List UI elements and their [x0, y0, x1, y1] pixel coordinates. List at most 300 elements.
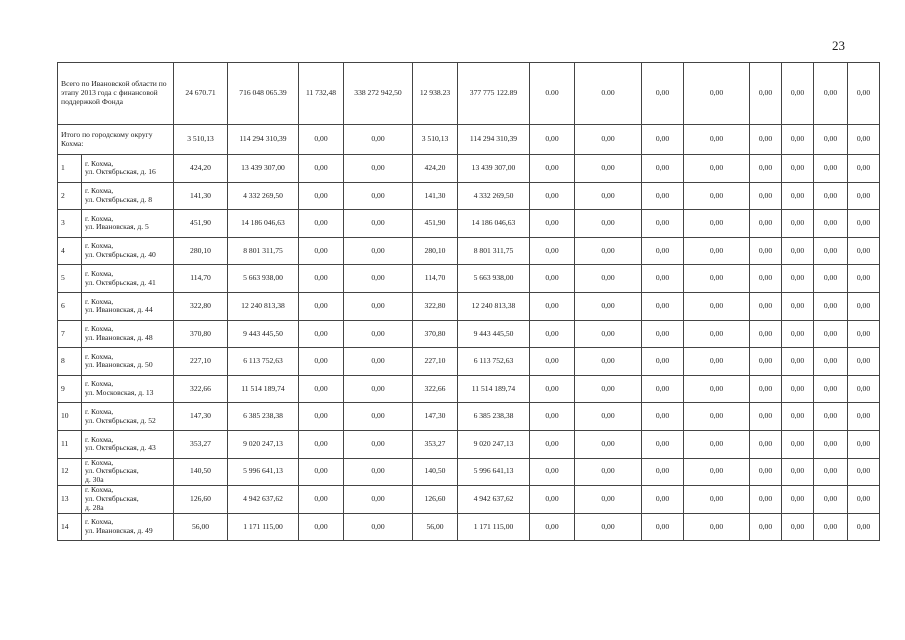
value-cell: 5 996 641,13 [458, 458, 530, 486]
page-number: 23 [832, 38, 845, 53]
value-cell: 0,00 [684, 182, 750, 210]
address-line: г. Кохма, [85, 324, 114, 334]
value-cell: 322,66 [413, 375, 458, 403]
value-cell: 0,00 [750, 513, 782, 541]
value-cell: 0,00 [344, 375, 413, 403]
address-cell [82, 265, 174, 293]
address-line: г. Кохма, [85, 434, 114, 444]
address-line: ул. Октябрьская, [85, 466, 139, 476]
value-cell: 0,00 [642, 320, 684, 348]
table-row [58, 430, 880, 458]
value-cell: 6 385 238,38 [458, 403, 530, 431]
summary-value: 0,00 [642, 63, 684, 125]
address-cell [82, 430, 174, 458]
value-cell: 0,00 [575, 237, 642, 265]
value-cell: 5 663 938,00 [458, 265, 530, 293]
summary-value: 0,00 [782, 63, 814, 125]
value-cell: 227,10 [174, 348, 228, 376]
value-cell: 0,00 [344, 155, 413, 183]
address-line: г. Кохма, [85, 458, 114, 467]
value-cell: 0,00 [642, 292, 684, 320]
value-cell: 0,00 [814, 486, 848, 514]
value-cell: 8 801 311,75 [458, 237, 530, 265]
value-cell: 0,00 [642, 403, 684, 431]
value-cell: 0,00 [848, 348, 880, 376]
value-cell: 0,00 [848, 320, 880, 348]
value-cell: 56,00 [413, 513, 458, 541]
value-cell: 227,10 [413, 348, 458, 376]
value-cell: 147,30 [174, 403, 228, 431]
value-cell: 0,00 [750, 182, 782, 210]
address-cell [82, 292, 174, 320]
value-cell: 0,00 [684, 155, 750, 183]
value-cell: 0,00 [750, 403, 782, 431]
value-cell: 0,00 [782, 237, 814, 265]
table-row [58, 320, 880, 348]
value-cell: 0,00 [530, 348, 575, 376]
address-line: ул. Ивановская, д. 44 [85, 305, 153, 315]
value-cell: 14 186 046,63 [458, 210, 530, 238]
row-number: 11 [58, 430, 82, 458]
table-row [58, 348, 880, 376]
value-cell: 0,00 [530, 403, 575, 431]
value-cell: 0,00 [642, 237, 684, 265]
value-cell: 0,00 [530, 513, 575, 541]
value-cell: 0,00 [530, 292, 575, 320]
value-cell: 0,00 [814, 403, 848, 431]
value-cell: 0,00 [530, 430, 575, 458]
value-cell: 0,00 [684, 513, 750, 541]
value-cell: 322,80 [174, 292, 228, 320]
value-cell: 0,00 [575, 348, 642, 376]
address-cell [82, 320, 174, 348]
value-cell: 0,00 [299, 458, 344, 486]
housing-program-table [57, 62, 880, 541]
address-line: д. 28а [85, 502, 104, 512]
value-cell: 56,00 [174, 513, 228, 541]
value-cell: 0,00 [299, 403, 344, 431]
value-cell: 280,10 [174, 237, 228, 265]
value-cell: 0,00 [642, 458, 684, 486]
table-row [58, 265, 880, 293]
value-cell: 0,00 [848, 403, 880, 431]
value-cell: 0,00 [848, 292, 880, 320]
value-cell: 0,00 [642, 348, 684, 376]
address-line: ул. Ивановская, д. 49 [85, 526, 153, 536]
value-cell: 140,50 [413, 458, 458, 486]
row-number: 9 [58, 375, 82, 403]
value-cell: 0,00 [575, 210, 642, 238]
value-cell: 4 942 637,62 [228, 486, 299, 514]
table-row [58, 237, 880, 265]
value-cell: 0,00 [814, 237, 848, 265]
value-cell: 0,00 [299, 265, 344, 293]
value-cell: 0,00 [750, 320, 782, 348]
value-cell: 0,00 [575, 155, 642, 183]
value-cell: 0,00 [684, 486, 750, 514]
value-cell: 0,00 [782, 513, 814, 541]
address-line: г. Кохма, [85, 158, 114, 168]
address-line: г. Кохма, [85, 517, 114, 527]
value-cell: 0,00 [575, 403, 642, 431]
value-cell: 14 186 046,63 [228, 210, 299, 238]
value-cell: 0,00 [684, 237, 750, 265]
value-cell: 424,20 [413, 155, 458, 183]
value-cell: 0,00 [782, 155, 814, 183]
address-cell [82, 375, 174, 403]
table-row [58, 182, 880, 210]
value-cell: 0,00 [848, 210, 880, 238]
value-cell: 0,00 [344, 486, 413, 514]
value-cell: 141,30 [174, 182, 228, 210]
value-cell: 0,00 [848, 513, 880, 541]
address-line: г. Кохма, [85, 406, 114, 416]
value-cell: 0,00 [642, 155, 684, 183]
value-cell: 0,00 [848, 458, 880, 486]
value-cell: 0,00 [642, 375, 684, 403]
value-cell: 0,00 [299, 513, 344, 541]
value-cell: 0,00 [575, 513, 642, 541]
summary-label: Всего по Ивановской области по этапу 2013 года с финансовой поддержкой Фонда [58, 63, 174, 125]
value-cell: 0,00 [684, 403, 750, 431]
summary-value: 3 510,13 [413, 125, 458, 155]
value-cell: 147,30 [413, 403, 458, 431]
value-cell: 0,00 [299, 182, 344, 210]
value-cell: 0,00 [530, 458, 575, 486]
address-cell [82, 182, 174, 210]
value-cell: 0,00 [299, 348, 344, 376]
value-cell: 0,00 [750, 375, 782, 403]
value-cell: 11 514 189,74 [458, 375, 530, 403]
summary-value: 0.00 [575, 63, 642, 125]
value-cell: 12 240 813,38 [458, 292, 530, 320]
address-line: ул. Ивановская, д. 48 [85, 332, 153, 342]
summary-value: 12 938.23 [413, 63, 458, 125]
value-cell: 0,00 [575, 320, 642, 348]
value-cell: 280,10 [413, 237, 458, 265]
summary-value: 0,00 [848, 125, 880, 155]
value-cell: 4 332 269,50 [228, 182, 299, 210]
value-cell: 370,80 [174, 320, 228, 348]
address-line: ул. Ивановская, д. 5 [85, 222, 149, 232]
value-cell: 0,00 [530, 237, 575, 265]
summary-value: 377 775 122.89 [458, 63, 530, 125]
address-line: ул. Октябрьская, д. 8 [85, 194, 153, 204]
value-cell: 0,00 [344, 210, 413, 238]
value-cell: 0,00 [642, 430, 684, 458]
summary-label: Итого по городскому округу Кохма: [58, 125, 174, 155]
summary-value: 0,00 [814, 125, 848, 155]
row-number: 1 [58, 155, 82, 183]
value-cell: 0,00 [642, 265, 684, 293]
address-cell [82, 458, 174, 486]
summary-value: 0,00 [575, 125, 642, 155]
value-cell: 0,00 [344, 430, 413, 458]
row-number: 7 [58, 320, 82, 348]
address-cell [82, 513, 174, 541]
address-line: ул. Октябрьская, д. 52 [85, 415, 156, 425]
row-number: 14 [58, 513, 82, 541]
address-line: г. Кохма, [85, 186, 114, 196]
address-cell [82, 348, 174, 376]
value-cell: 0,00 [344, 348, 413, 376]
value-cell: 114,70 [174, 265, 228, 293]
value-cell: 0,00 [782, 348, 814, 376]
value-cell: 0,00 [782, 265, 814, 293]
summary-value: 3 510,13 [174, 125, 228, 155]
value-cell: 0,00 [684, 430, 750, 458]
summary-value: 0,00 [344, 125, 413, 155]
summary-value: 0,00 [299, 125, 344, 155]
value-cell: 0,00 [848, 375, 880, 403]
value-cell: 0,00 [344, 403, 413, 431]
value-cell: 4 332 269,50 [458, 182, 530, 210]
value-cell: 5 996 641,13 [228, 458, 299, 486]
value-cell: 370,80 [413, 320, 458, 348]
value-cell: 13 439 307,00 [458, 155, 530, 183]
address-line: ул. Ивановская, д. 50 [85, 360, 153, 370]
address-line: ул. Октябрьская, д. 16 [85, 167, 156, 177]
value-cell: 0,00 [684, 348, 750, 376]
value-cell: 9 443 445,50 [458, 320, 530, 348]
summary-value: 338 272 942,50 [344, 63, 413, 125]
value-cell: 0,00 [299, 320, 344, 348]
value-cell: 0,00 [684, 320, 750, 348]
row-number: 13 [58, 486, 82, 514]
address-line: г. Кохма, [85, 268, 114, 278]
value-cell: 0,00 [814, 320, 848, 348]
value-cell: 12 240 813,38 [228, 292, 299, 320]
address-cell [82, 210, 174, 238]
value-cell: 0,00 [642, 210, 684, 238]
value-cell: 13 439 307,00 [228, 155, 299, 183]
summary-row [58, 125, 880, 155]
row-number: 6 [58, 292, 82, 320]
address-line: г. Кохма, [85, 485, 114, 495]
value-cell: 0,00 [575, 458, 642, 486]
row-number: 4 [58, 237, 82, 265]
value-cell: 11 514 189,74 [228, 375, 299, 403]
value-cell: 141,30 [413, 182, 458, 210]
value-cell: 353,27 [174, 430, 228, 458]
value-cell: 0,00 [782, 210, 814, 238]
table-row [58, 486, 880, 514]
value-cell: 0,00 [684, 375, 750, 403]
value-cell: 0,00 [814, 513, 848, 541]
row-number: 2 [58, 182, 82, 210]
value-cell: 140,50 [174, 458, 228, 486]
address-line: д. 30а [85, 475, 104, 485]
value-cell: 322,80 [413, 292, 458, 320]
table-row [58, 292, 880, 320]
value-cell: 0,00 [642, 182, 684, 210]
value-cell: 0,00 [575, 292, 642, 320]
value-cell: 0,00 [684, 210, 750, 238]
value-cell: 0,00 [814, 155, 848, 183]
summary-value: 24 670.71 [174, 63, 228, 125]
address-line: г. Кохма, [85, 296, 114, 306]
value-cell: 451,90 [413, 210, 458, 238]
value-cell: 0,00 [684, 458, 750, 486]
row-number: 3 [58, 210, 82, 238]
table-row [58, 403, 880, 431]
value-cell: 0,00 [782, 458, 814, 486]
value-cell: 0,00 [299, 430, 344, 458]
value-cell: 6 385 238,38 [228, 403, 299, 431]
value-cell: 0,00 [344, 237, 413, 265]
value-cell: 5 663 938,00 [228, 265, 299, 293]
value-cell: 0,00 [750, 458, 782, 486]
value-cell: 0,00 [814, 375, 848, 403]
address-line: ул. Октябрьская, д. 43 [85, 443, 156, 453]
value-cell: 6 113 752,63 [228, 348, 299, 376]
summary-value: 0,00 [684, 125, 750, 155]
value-cell: 0,00 [642, 513, 684, 541]
value-cell: 0,00 [344, 292, 413, 320]
address-cell [82, 237, 174, 265]
value-cell: 0,00 [299, 210, 344, 238]
summary-value: 0,00 [750, 125, 782, 155]
value-cell: 0,00 [814, 348, 848, 376]
address-line: ул. Московская, д. 13 [85, 388, 154, 398]
address-line: ул. Октябрьская, [85, 494, 139, 504]
value-cell: 4 942 637,62 [458, 486, 530, 514]
value-cell: 0,00 [750, 430, 782, 458]
value-cell: 0,00 [299, 237, 344, 265]
summary-value: 11 732,48 [299, 63, 344, 125]
value-cell: 1 171 115,00 [458, 513, 530, 541]
row-number: 5 [58, 265, 82, 293]
value-cell: 0,00 [530, 265, 575, 293]
value-cell: 0,00 [848, 155, 880, 183]
value-cell: 0,00 [814, 182, 848, 210]
value-cell: 0,00 [814, 430, 848, 458]
value-cell: 0,00 [530, 375, 575, 403]
value-cell: 0,00 [575, 375, 642, 403]
address-line: г. Кохма, [85, 241, 114, 251]
value-cell: 9 020 247,13 [458, 430, 530, 458]
address-cell [82, 403, 174, 431]
value-cell: 0,00 [750, 210, 782, 238]
value-cell: 0,00 [814, 458, 848, 486]
value-cell: 0,00 [750, 348, 782, 376]
table-row [58, 513, 880, 541]
address-line: ул. Октябрьская, д. 41 [85, 277, 156, 287]
value-cell: 0,00 [530, 210, 575, 238]
value-cell: 0,00 [530, 320, 575, 348]
value-cell: 322,66 [174, 375, 228, 403]
row-number: 10 [58, 403, 82, 431]
row-number: 12 [58, 458, 82, 486]
value-cell: 0,00 [782, 375, 814, 403]
value-cell: 0,00 [344, 513, 413, 541]
value-cell: 0,00 [299, 292, 344, 320]
value-cell: 0,00 [642, 486, 684, 514]
address-line: ул. Октябрьская, д. 40 [85, 250, 156, 260]
value-cell: 0,00 [750, 292, 782, 320]
value-cell: 6 113 752,63 [458, 348, 530, 376]
value-cell: 0,00 [299, 486, 344, 514]
summary-value: 114 294 310,39 [458, 125, 530, 155]
table-row [58, 458, 880, 486]
address-cell [82, 155, 174, 183]
summary-value: 114 294 310,39 [228, 125, 299, 155]
value-cell: 0,00 [750, 237, 782, 265]
value-cell: 0,00 [848, 486, 880, 514]
value-cell: 353,27 [413, 430, 458, 458]
value-cell: 0,00 [782, 430, 814, 458]
summary-value: 0,00 [530, 125, 575, 155]
summary-value: 716 048 065.39 [228, 63, 299, 125]
value-cell: 114,70 [413, 265, 458, 293]
value-cell: 0,00 [848, 182, 880, 210]
value-cell: 0,00 [575, 182, 642, 210]
value-cell: 0,00 [814, 265, 848, 293]
value-cell: 0,00 [782, 182, 814, 210]
value-cell: 1 171 115,00 [228, 513, 299, 541]
value-cell: 451,90 [174, 210, 228, 238]
value-cell: 0,00 [684, 265, 750, 293]
value-cell: 0,00 [530, 155, 575, 183]
value-cell: 0,00 [344, 320, 413, 348]
value-cell: 0,00 [575, 486, 642, 514]
value-cell: 0,00 [782, 403, 814, 431]
value-cell: 0,00 [782, 320, 814, 348]
summary-value: 0,00 [848, 63, 880, 125]
value-cell: 126,60 [174, 486, 228, 514]
value-cell: 0,00 [344, 458, 413, 486]
summary-value: 0,00 [750, 63, 782, 125]
value-cell: 0,00 [344, 182, 413, 210]
value-cell: 0,00 [848, 237, 880, 265]
address-cell [82, 486, 174, 514]
value-cell: 0,00 [575, 265, 642, 293]
value-cell: 424,20 [174, 155, 228, 183]
address-line: г. Кохма, [85, 213, 114, 223]
value-cell: 0,00 [814, 292, 848, 320]
summary-value: 0,00 [782, 125, 814, 155]
value-cell: 0,00 [782, 486, 814, 514]
value-cell: 9 020 247,13 [228, 430, 299, 458]
address-line: г. Кохма, [85, 379, 114, 389]
value-cell: 0,00 [299, 155, 344, 183]
value-cell: 126,60 [413, 486, 458, 514]
value-cell: 0,00 [684, 292, 750, 320]
summary-value: 0,00 [684, 63, 750, 125]
value-cell: 0,00 [750, 486, 782, 514]
value-cell: 0,00 [782, 292, 814, 320]
value-cell: 0,00 [344, 265, 413, 293]
table-row [58, 210, 880, 238]
value-cell: 0,00 [750, 265, 782, 293]
value-cell: 0,00 [750, 155, 782, 183]
row-number: 8 [58, 348, 82, 376]
value-cell: 0,00 [299, 375, 344, 403]
value-cell: 0,00 [575, 430, 642, 458]
value-cell: 0,00 [848, 265, 880, 293]
value-cell: 8 801 311,75 [228, 237, 299, 265]
value-cell: 0,00 [530, 486, 575, 514]
table-row [58, 155, 880, 183]
summary-row [58, 63, 880, 125]
value-cell: 9 443 445,50 [228, 320, 299, 348]
value-cell: 0,00 [814, 210, 848, 238]
summary-value: 0,00 [642, 125, 684, 155]
table-row [58, 375, 880, 403]
address-line: г. Кохма, [85, 351, 114, 361]
value-cell: 0,00 [848, 430, 880, 458]
summary-value: 0,00 [814, 63, 848, 125]
